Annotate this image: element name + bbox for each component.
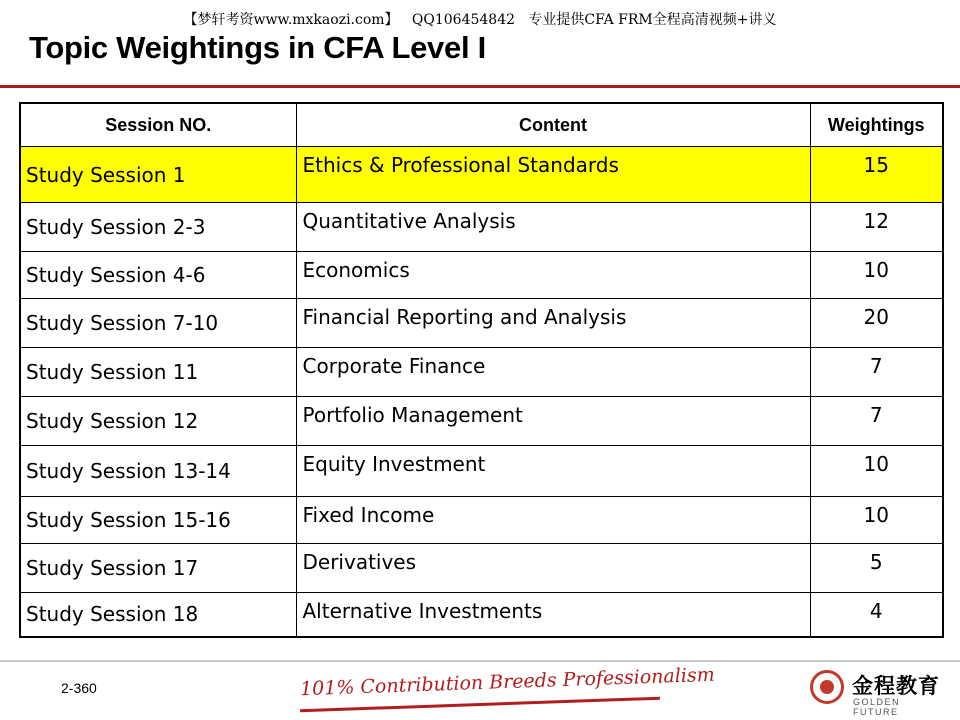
table-row [20,299,943,348]
weighting-cell: 15 [810,147,943,203]
weighting-cell: 10 [810,446,943,497]
table-row [20,397,943,446]
weighting-cell: 4 [810,593,943,637]
table-row [20,252,943,299]
topic-weightings-table [19,102,944,638]
content-cell: Portfolio Management [296,397,810,446]
weighting-cell: 5 [810,544,943,593]
page-number: 2-360 [61,680,97,696]
content-cell: Economics [296,252,810,299]
logo-english-name: GOLDEN FUTURE [853,697,901,717]
table-row [20,147,943,203]
session-cell: Study Session 4-6 [20,252,296,299]
title-divider [0,85,960,88]
logo-chinese-name: 金程教育 [852,674,940,698]
content-cell: Fixed Income [296,497,810,544]
slogan-underline [300,697,660,713]
session-cell: Study Session 12 [20,397,296,446]
session-cell: Study Session 18 [20,593,296,637]
content-cell: Derivatives [296,544,810,593]
golden-future-logo [808,668,948,717]
column-header-session: Session NO. [20,103,296,147]
content-cell: Financial Reporting and Analysis [296,299,810,348]
table-row [20,203,943,252]
footer-divider [0,660,960,662]
weighting-cell: 10 [810,252,943,299]
weighting-cell: 12 [810,203,943,252]
weighting-cell: 7 [810,397,943,446]
column-header-weightings: Weightings [810,103,943,147]
table-header-row [20,103,943,147]
session-cell: Study Session 7-10 [20,299,296,348]
weighting-cell: 20 [810,299,943,348]
content-cell: Alternative Investments [296,593,810,637]
content-cell: Ethics & Professional Standards [296,147,810,203]
session-cell: Study Session 17 [20,544,296,593]
top-banner: 【梦轩考资www.mxkaozi.com】 QQ106454842 专业提供CFA FRM全程高清视频+讲义 [183,12,777,28]
slogan: 101% Contribution Breeds Professionalism [299,663,716,701]
table-row [20,497,943,544]
logo-emblem-icon [810,670,844,704]
slide-title: Topic Weightings in CFA Level I [29,30,486,65]
session-cell: Study Session 2-3 [20,203,296,252]
column-header-content: Content [296,103,810,147]
session-cell: Study Session 13-14 [20,446,296,497]
session-cell: Study Session 11 [20,348,296,397]
content-cell: Corporate Finance [296,348,810,397]
content-cell: Equity Investment [296,446,810,497]
table-row [20,348,943,397]
session-cell: Study Session 1 [20,147,296,203]
table-row [20,544,943,593]
table-row [20,446,943,497]
weighting-cell: 7 [810,348,943,397]
content-cell: Quantitative Analysis [296,203,810,252]
session-cell: Study Session 15-16 [20,497,296,544]
weighting-cell: 10 [810,497,943,544]
table-row [20,593,943,637]
